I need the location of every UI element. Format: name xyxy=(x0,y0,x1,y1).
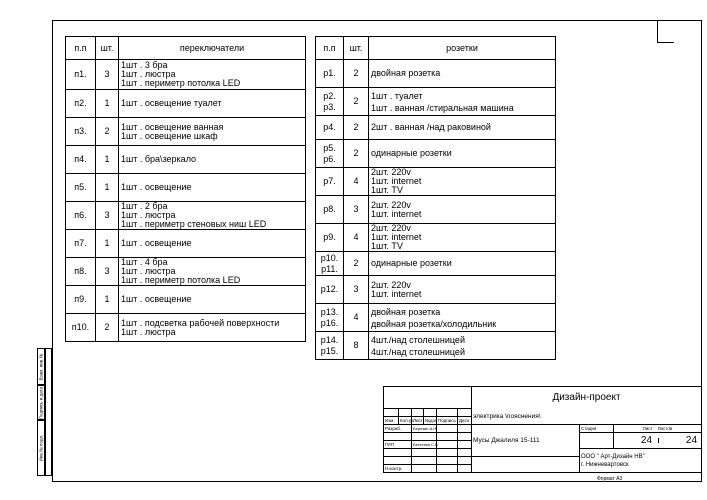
row-description-line: 1шт. internet xyxy=(371,176,422,186)
row-code-line: р8. xyxy=(323,204,336,214)
table-row xyxy=(316,304,556,332)
table-row xyxy=(316,224,556,252)
blank-cell xyxy=(437,441,458,449)
row-description-line: 1шт . освещение туалет xyxy=(121,98,222,108)
row-code-line: п1. xyxy=(74,69,87,79)
row-qty: 2 xyxy=(96,118,119,146)
row-code xyxy=(316,252,344,276)
col-header: Кол.уч xyxy=(400,418,414,423)
row-description-line: 4шт./над столешницей xyxy=(371,346,465,357)
blank-cell xyxy=(412,465,437,473)
table-row xyxy=(66,118,306,146)
table-row xyxy=(66,90,306,118)
row-code-line: р13. xyxy=(320,306,339,317)
row-description xyxy=(119,174,306,202)
side-label: Инв.№ подл. xyxy=(38,434,44,462)
row-description xyxy=(119,118,306,146)
company: ООО " Арт-Дизайн НВ" xyxy=(581,453,645,460)
row-code-line: п3. xyxy=(74,126,87,136)
city: г. Нижневартовск xyxy=(581,461,629,468)
side-label-box xyxy=(37,348,45,385)
col-header-qty: шт. xyxy=(344,37,369,60)
row-description xyxy=(369,88,556,116)
blank-cell xyxy=(384,433,412,441)
blank-cell xyxy=(458,465,472,473)
row-code xyxy=(316,116,344,140)
row-code xyxy=(66,90,96,118)
row-code xyxy=(66,202,96,230)
row-code xyxy=(66,286,96,314)
row-description xyxy=(369,252,556,276)
row-description xyxy=(119,286,306,314)
row-description-line: 1шт . люстра xyxy=(121,69,176,79)
table-row xyxy=(66,60,306,90)
row-description-line: 1шт . периметр потолка LED xyxy=(121,275,241,285)
blank-cell xyxy=(458,425,472,433)
col-header-code: п.п xyxy=(66,37,96,60)
role-razrab: Разраб. xyxy=(384,425,412,433)
row-code-line: п8. xyxy=(74,266,87,276)
table-row xyxy=(66,146,306,174)
row-code-line: п4. xyxy=(74,154,87,164)
switches-table xyxy=(65,36,306,342)
col-header: Изм. xyxy=(384,417,399,425)
blank-cell xyxy=(437,425,458,433)
side-label-box xyxy=(37,420,45,476)
role-gip: ГИП xyxy=(384,441,412,449)
row-qty: 2 xyxy=(344,60,369,88)
row-description-line: 1шт . подсветка рабочей поверхности xyxy=(121,317,280,328)
row-code xyxy=(66,314,96,342)
row-description-line: 2шт . ванная /над раковиной xyxy=(371,122,491,132)
blank-cell xyxy=(384,387,472,409)
row-qty: 4 xyxy=(344,224,369,252)
blank-cell xyxy=(437,465,458,473)
row-code xyxy=(316,224,344,252)
row-qty: 3 xyxy=(96,60,119,90)
row-code-line: р4. xyxy=(323,122,336,132)
blank-cell xyxy=(384,449,412,457)
row-code xyxy=(66,146,96,174)
row-qty: 8 xyxy=(344,332,369,360)
row-description xyxy=(119,202,306,230)
name-gip: Бехтенко С.В xyxy=(413,442,438,447)
row-code xyxy=(316,304,344,332)
row-description xyxy=(369,60,556,88)
blank-cell xyxy=(437,433,458,441)
col-header: Подпись xyxy=(438,418,456,423)
row-description xyxy=(369,224,556,252)
table-row xyxy=(316,332,556,360)
sheet-values xyxy=(614,433,702,449)
row-description-line: 2шт. 220v xyxy=(371,279,411,290)
table-row xyxy=(316,60,556,88)
row-qty: 1 xyxy=(96,230,119,258)
row-code xyxy=(316,196,344,224)
row-code-line: р2. xyxy=(323,90,336,101)
row-description-line: двойная розетка xyxy=(371,306,441,317)
row-description-line: 1шт. internet xyxy=(371,208,422,219)
stage-label: Стадия xyxy=(580,425,614,433)
table-row xyxy=(316,140,556,168)
row-code-line: р16. xyxy=(320,317,339,328)
row-code-line: р15. xyxy=(320,345,339,356)
blank-cell xyxy=(437,457,458,465)
row-description xyxy=(369,168,556,196)
blank-cell xyxy=(458,441,472,449)
sheet-label: Лист xyxy=(642,426,653,431)
row-qty: 3 xyxy=(344,276,369,304)
side-label: Взам. инв.№ xyxy=(38,353,44,380)
blank-cell xyxy=(458,433,472,441)
table-row xyxy=(316,196,556,224)
blank-cell xyxy=(412,449,437,457)
row-description-line: одинарные розетки xyxy=(371,148,452,158)
row-description xyxy=(369,276,556,304)
stage-value xyxy=(580,433,614,449)
table-row xyxy=(66,314,306,342)
row-code xyxy=(66,230,96,258)
row-code-line: п6. xyxy=(74,210,87,220)
row-qty: 2 xyxy=(344,140,369,168)
row-description-line: 4шт./над столешницей xyxy=(371,334,465,345)
row-code-line: р5. xyxy=(323,142,336,153)
row-description xyxy=(119,60,306,90)
row-description xyxy=(369,116,556,140)
name-razrab: Березин А.Н xyxy=(413,426,437,431)
blank-cell xyxy=(399,409,412,417)
blank-cell xyxy=(458,457,472,465)
row-qty: 1 xyxy=(96,146,119,174)
table-row xyxy=(66,230,306,258)
blank-cell xyxy=(437,449,458,457)
project-title: Дизайн-проект xyxy=(472,387,702,409)
row-code-line: р6. xyxy=(323,153,336,164)
blank-cell xyxy=(412,457,437,465)
blank-cell xyxy=(437,409,458,417)
sheet-name: электрика \пояснения\ xyxy=(472,409,702,425)
row-description-line: 1шт. TV xyxy=(371,241,403,251)
row-description-line: 1шт . периметр стеновых ниш LED xyxy=(121,219,267,229)
table-row xyxy=(66,258,306,286)
row-description xyxy=(369,140,556,168)
col-header-code: п.п xyxy=(316,37,344,60)
blank-cell xyxy=(458,409,472,417)
sockets-table xyxy=(315,36,556,360)
col-header: Дата xyxy=(458,417,472,425)
row-qty: 3 xyxy=(344,196,369,224)
row-code-line: р12. xyxy=(320,284,339,294)
row-description-line: 1шт . освещение xyxy=(121,294,192,304)
row-code-line: р7. xyxy=(323,176,336,186)
row-code-line: п2. xyxy=(74,98,87,108)
row-description-line: 1шт . освещение xyxy=(121,238,192,248)
row-description-line: 2шт. 220v xyxy=(371,199,411,210)
side-label-box xyxy=(37,385,45,420)
sheets-label: Листов xyxy=(657,426,673,431)
row-code xyxy=(316,140,344,168)
row-code-line: р9. xyxy=(323,232,336,242)
blank-cell xyxy=(384,457,412,465)
row-qty: 4 xyxy=(344,168,369,196)
row-code-line: п9. xyxy=(74,294,87,304)
row-code xyxy=(316,88,344,116)
col-header-qty: шт. xyxy=(96,37,119,60)
table-row xyxy=(316,252,556,276)
row-code xyxy=(316,276,344,304)
blank-cell xyxy=(458,449,472,457)
row-description-line: 1шт . периметр потолка LED xyxy=(121,78,241,88)
table-row xyxy=(316,276,556,304)
table-row xyxy=(316,88,556,116)
blank-cell xyxy=(412,409,424,417)
row-description-line: 2шт. 220v xyxy=(371,223,411,233)
row-code-line: р1. xyxy=(323,68,336,78)
row-description-line: 1шт. TV xyxy=(371,185,403,195)
row-qty: 2 xyxy=(344,252,369,276)
corner-box xyxy=(657,20,674,43)
role-nkontr: Н.контр. xyxy=(384,465,412,473)
row-description-line: 1шт . освещение xyxy=(121,182,192,192)
blank-cell xyxy=(472,457,580,473)
row-code xyxy=(316,168,344,196)
table-row xyxy=(66,286,306,314)
row-description xyxy=(369,332,556,360)
object-name: Мусы Джалиля 15-111 xyxy=(472,425,580,457)
format-label: Формат А3 xyxy=(597,476,623,482)
table-row xyxy=(66,174,306,202)
row-description xyxy=(119,258,306,286)
title-block xyxy=(383,386,702,473)
row-description xyxy=(369,304,556,332)
row-description-line: 1шт . люстра xyxy=(121,266,176,276)
blank-cell xyxy=(384,409,399,417)
row-description-line: 1шт. internet xyxy=(371,232,422,242)
row-code xyxy=(66,174,96,202)
row-description-line: 1шт. internet xyxy=(371,288,422,299)
row-description-line: 2шт. 220v xyxy=(371,167,411,177)
row-description xyxy=(119,314,306,342)
row-code xyxy=(316,60,344,88)
row-description-line: двойная розетка xyxy=(371,68,441,78)
row-code-line: р10. xyxy=(320,252,339,263)
row-code-line: п7. xyxy=(74,238,87,248)
row-code-line: п10. xyxy=(71,322,90,332)
side-strip xyxy=(45,348,52,476)
row-code-line: р14. xyxy=(320,334,339,345)
row-code-line: р11. xyxy=(321,263,338,274)
row-description-line: двойная розетка/холодильник xyxy=(371,318,497,329)
col-header: №док xyxy=(425,418,437,423)
sheets-value: 24 xyxy=(685,435,698,446)
row-description-line: 1шт . люстра xyxy=(121,326,176,337)
row-description-line: 1шт . ванная /стиральная машина xyxy=(371,102,514,113)
row-code-line: р3. xyxy=(323,101,336,112)
row-qty: 1 xyxy=(96,174,119,202)
row-qty: 2 xyxy=(96,314,119,342)
row-qty: 1 xyxy=(96,286,119,314)
row-description-line: 1шт . люстра xyxy=(121,210,176,220)
row-qty: 1 xyxy=(96,90,119,118)
row-description xyxy=(119,146,306,174)
row-qty: 3 xyxy=(96,258,119,286)
row-code xyxy=(66,258,96,286)
row-description-line: 1шт . туалет xyxy=(371,90,423,101)
row-description-line: 1шт . 4 бра xyxy=(121,257,168,267)
row-qty: 2 xyxy=(344,116,369,140)
blank-cell xyxy=(412,433,437,441)
row-qty: 4 xyxy=(344,304,369,332)
row-code xyxy=(316,332,344,360)
row-description-line: 1шт . освещение шкаф xyxy=(121,130,218,141)
col-header-sockets: розетки xyxy=(369,37,556,60)
row-qty: 3 xyxy=(96,202,119,230)
row-description-line: 1шт . 2 бра xyxy=(121,201,168,211)
row-qty: 2 xyxy=(344,88,369,116)
sheet-value: 24 xyxy=(614,438,659,443)
col-header: Лист xyxy=(413,418,423,423)
row-description-line: 1шт . 3 бра xyxy=(121,60,168,70)
col-header-switches: переключатели xyxy=(119,37,306,60)
row-description xyxy=(119,230,306,258)
row-code xyxy=(66,118,96,146)
row-code xyxy=(66,60,96,90)
table-row xyxy=(316,116,556,140)
row-description-line: одинарные розетки xyxy=(371,258,452,268)
sheet-labels xyxy=(614,425,702,433)
table-row xyxy=(66,202,306,230)
side-label: Подпись и дата xyxy=(38,386,44,419)
company-block xyxy=(580,449,702,473)
row-description-line: 1шт . бра\зеркало xyxy=(121,154,197,164)
table-row xyxy=(316,168,556,196)
row-description xyxy=(369,196,556,224)
row-code-line: п5. xyxy=(74,182,87,192)
row-description xyxy=(119,90,306,118)
blank-cell xyxy=(424,409,437,417)
row-description-line: 1шт . освещение ванная xyxy=(121,121,224,132)
